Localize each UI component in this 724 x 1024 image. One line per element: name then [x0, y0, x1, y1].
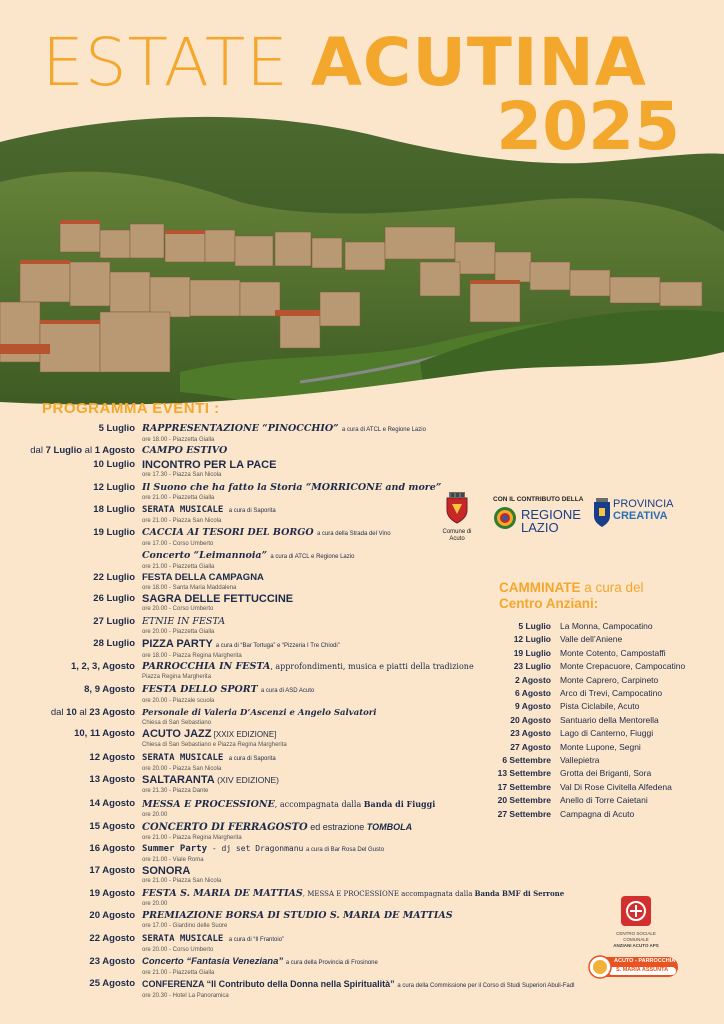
event-title: SAGRA DELLE FETTUCCINE	[142, 593, 294, 605]
walk-item	[497, 621, 717, 634]
walk-item	[497, 768, 717, 781]
event-title: INCONTRO PER LA PACE	[142, 459, 277, 471]
walk-date: 13 Settembre	[497, 768, 551, 779]
event-details: ore 20.00 - Corso Umberto	[142, 947, 214, 953]
event-title: Concerto “Fantasia Veneziana”	[142, 956, 284, 967]
event-details: ore 20.00 - Piazzetta Gialla	[142, 629, 215, 635]
regione-line2: LAZIO	[521, 520, 559, 535]
walk-item	[497, 715, 717, 728]
event-title: ETNIE IN FESTA	[142, 616, 226, 627]
event-title: MESSA E PROCESSIONE	[142, 799, 275, 810]
event-extra: TOMBOLA	[366, 822, 413, 832]
event-description: - dj set Dragonmanu	[207, 844, 304, 853]
walk-place: Pista Ciclabile, Acuto	[560, 701, 640, 712]
event-band: Banda BMF di Serrone	[474, 889, 565, 898]
walk-item	[497, 728, 717, 741]
event-date: 1, 2, 3, Agosto	[70, 661, 135, 672]
event-date: 14 Agosto	[89, 798, 135, 809]
poster-year: 2025	[496, 88, 680, 165]
walk-item	[497, 675, 717, 688]
event-title: PIZZA PARTY	[142, 638, 213, 650]
event-title: SERATA MUSICALE	[142, 934, 224, 944]
regione-line1: REGIONE	[521, 507, 581, 522]
provincia-line1: PROVINCIA	[613, 498, 674, 510]
walk-item	[497, 755, 717, 768]
walk-place: Monte Crepacuore, Campocatino	[560, 661, 686, 672]
event-date: 10 Luglio	[93, 459, 135, 470]
walk-date: 20 Agosto	[510, 714, 551, 725]
event-date: 25 Agosto	[89, 978, 135, 989]
event-title: RAPPRESENTAZIONE “PINOCCHIO”	[142, 423, 339, 434]
event-details: ore 20.00	[142, 812, 168, 818]
event-details: ore 20.00 - Piazza San Nicola	[142, 766, 222, 772]
centro-sociale-logo	[608, 896, 664, 949]
event-details: ore 18.00 - Santa Maria Maddalena	[142, 585, 237, 591]
parrocchia-line1: ACUTO - PARROCCHIA	[614, 958, 676, 964]
walk-place: Val Di Rose Civitella Alfedena	[560, 781, 672, 792]
event-title: ACUTO JAZZ	[142, 728, 212, 740]
village-aerial-photo	[0, 112, 724, 432]
camminate-title-line2: Centro Anziani:	[499, 596, 599, 611]
event-title: FESTA S. MARIA DE MATTIAS	[142, 888, 303, 899]
walk-date: 12 Luglio	[513, 634, 551, 645]
walk-item	[497, 742, 717, 755]
event-title: CAMPO ESTIVO	[142, 445, 228, 456]
regione-lazio-emblem-icon	[493, 506, 517, 530]
event-date: 19 Luglio	[93, 527, 135, 538]
event-details: ore 21.00 - Piazzetta Gialla	[142, 564, 215, 570]
walk-date: 17 Settembre	[497, 781, 551, 792]
event-description: ed estrazione	[307, 822, 367, 832]
event-date: dal 7 Luglio al 1 Agosto	[30, 445, 135, 456]
event-title: SONORA	[142, 865, 191, 877]
event-description: , accompagnata dalla	[274, 800, 364, 809]
walk-place: Vallepietra	[560, 755, 600, 765]
event-title: Concerto “Leimannoia”	[142, 550, 268, 561]
event-date: 5 Luglio	[98, 423, 135, 434]
poster-title	[42, 24, 647, 101]
walk-place: Monte Caprero, Carpineto	[560, 674, 659, 685]
event-details: ore 21.30 - Piazza Dante	[142, 788, 209, 794]
event-date: 12 Agosto	[89, 752, 135, 763]
event-date: 18 Luglio	[93, 504, 135, 515]
walk-date: 20 Settembre	[497, 795, 551, 806]
walk-date: 6 Agosto	[514, 688, 551, 698]
event-title: CONCERTO DI FERRAGOSTO	[142, 822, 308, 833]
walk-place: La Monna, Campocatino	[560, 621, 653, 631]
event-details: ore 21.00 - Piazzetta Gialla	[142, 495, 215, 501]
walk-date: 23 Luglio	[513, 661, 551, 672]
walk-date: 5 Luglio	[518, 621, 551, 631]
event-details: ore 18.00 - Piazza Regina Margherita	[142, 653, 242, 659]
event-organizer: a cura della Strada del Vino	[316, 531, 391, 537]
event-details: ore 17.00 - Giardino delle Suore	[142, 923, 228, 929]
event-description: [XXIX EDIZIONE]	[211, 730, 277, 739]
programma-title: PROGRAMMA EVENTI :	[42, 400, 220, 417]
event-organizer: a cura di ASD Acuto	[260, 688, 315, 694]
walk-date: 27 Agosto	[510, 741, 551, 752]
event-description: , MESSA E PROCESSIONE accompagnata dalla	[302, 890, 475, 898]
provincia-line2: CREATIVA	[613, 510, 668, 522]
walk-date: 27 Settembre	[497, 808, 551, 819]
regione-lazio-logo	[493, 506, 581, 535]
event-date: 12 Luglio	[93, 482, 135, 493]
event-title: Personale di Valeria D’Ascenzi e Angelo Salvatori	[142, 708, 377, 718]
event-date: 13 Agosto	[89, 774, 135, 785]
event-date: 10, 11 Agosto	[74, 728, 135, 739]
event-details: Chiesa di San Sebastiano e Piazza Regina Margherita	[142, 742, 287, 748]
event-details: ore 20.00	[142, 901, 168, 907]
walk-place: Monte Cotento, Campostaffi	[560, 647, 666, 658]
event-date: 27 Luglio	[93, 616, 135, 627]
walk-date: 2 Agosto	[514, 674, 551, 685]
walk-item	[497, 688, 717, 701]
centro-anziani-emblem-icon	[621, 896, 651, 926]
event-title: SALTARANTA	[142, 774, 215, 786]
event-date: dal 10 al 23 Agosto	[50, 707, 135, 718]
event-title: FESTA DELLO SPORT	[142, 684, 258, 695]
walk-item	[497, 648, 717, 661]
event-description: , approfondimenti, musica e piatti della tradizione	[270, 662, 474, 671]
event-date: 16 Agosto	[89, 843, 135, 854]
event-title: PREMIAZIONE BORSA DI STUDIO S. MARIA DE MATTIAS	[142, 910, 453, 921]
event-title: CONFERENZA “Il Contributo della Donna nella Spiritualità”	[142, 979, 395, 989]
event-details: ore 21.00 - Piazza San Nicola	[142, 518, 222, 524]
event-date: 19 Agosto	[89, 888, 135, 899]
event-details: ore 20.00 - Corso Umberto	[142, 606, 214, 612]
event-date: 23 Agosto	[89, 956, 135, 967]
parrocchia-line2: S. MARIA ASSUNTA	[616, 967, 669, 973]
provincia-emblem-icon	[593, 498, 611, 528]
title-word-estate: ESTATE	[42, 24, 289, 101]
comune-label: Comune di Acuto	[442, 529, 472, 542]
walk-item	[497, 701, 717, 714]
event-organizer: a cura della Commissione per il Corso di Studi Superiori Abuli-Fadl	[397, 983, 575, 989]
centro-sub: ANZIANI ACUTO APS	[613, 943, 659, 948]
event-title: FESTA DELLA CAMPAGNA	[142, 572, 264, 583]
walk-item	[497, 809, 717, 822]
event-date: 17 Agosto	[89, 865, 135, 876]
centro-label: CENTRO SOCIALE COMUNALE	[616, 931, 656, 942]
event-organizer: a cura di Bar Rosa Del Gusto	[306, 847, 385, 853]
walk-item	[497, 782, 717, 795]
event-organizer: a cura di Saporita	[228, 756, 276, 762]
walk-date: 9 Agosto	[514, 701, 551, 712]
event-details: ore 21.00 - Viale Roma	[142, 857, 204, 863]
event-organizer: a cura di “Il Frantoio”	[228, 937, 285, 943]
event-details: ore 21.00 - Piazza Regina Margherita	[142, 835, 242, 841]
event-details: ore 21.00 - Piazzetta Gialla	[142, 970, 215, 976]
walk-place: Lago di Canterno, Fiuggi	[560, 728, 654, 739]
comune-acuto-logo	[437, 492, 477, 543]
event-title: SERATA MUSICALE	[142, 753, 224, 763]
walk-place: Valle dell’Aniene	[560, 634, 623, 645]
event-details: ore 20.00 - Piazzale scuola	[142, 698, 215, 704]
provincia-creativa-logo	[593, 498, 674, 533]
event-title: Summer Party	[142, 844, 208, 854]
event-details: ore 20.30 - Hotel La Panoramica	[142, 993, 229, 999]
event-date: 26 Luglio	[93, 593, 135, 604]
walk-place: Monte Lupone, Segni	[560, 741, 641, 752]
event-description: (XIV EDIZIONE)	[214, 775, 279, 785]
camminate-title-rest: a cura del	[580, 580, 644, 595]
event-title: PARROCCHIA IN FESTA	[142, 661, 271, 672]
event-details: ore 17.00 - Corso Umberto	[142, 541, 214, 547]
event-title: SERATA MUSICALE	[142, 505, 224, 515]
event-title: CACCIA AI TESORI DEL BORGO	[142, 527, 314, 538]
event-details: Chiesa di San Sebastiano	[142, 720, 212, 726]
event-date: 15 Agosto	[89, 821, 135, 832]
walk-item	[497, 634, 717, 647]
contributo-label: CON IL CONTRIBUTO DELLA	[493, 496, 584, 503]
event-organizer: a cura di Saporita	[228, 508, 276, 514]
event-details: ore 18.00 - Piazzetta Gialla	[142, 437, 215, 443]
walk-date: 6 Settembre	[502, 755, 551, 765]
parrocchia-logo	[588, 954, 680, 980]
event-date: 28 Luglio	[93, 638, 135, 649]
sponsor-logos	[437, 492, 697, 542]
event-title: Il Suono che ha fatto la Storia “MORRICONE and more”	[142, 482, 442, 493]
walk-place: Grotta dei Briganti, Sora	[560, 768, 652, 779]
event-organizer: a cura della Provincia di Frosinone	[285, 960, 378, 966]
event-date: 22 Luglio	[93, 572, 135, 583]
event-details: ore 21.00 - Piazza San Nicola	[142, 878, 222, 884]
camminate-title-bold: CAMMINATE	[499, 580, 581, 595]
coat-of-arms-icon	[443, 492, 471, 524]
event-details: ore 17.30 - Piazza San Nicola	[142, 472, 222, 478]
camminate-title	[499, 580, 709, 612]
event-organizer: a cura di “Bar Tortuga” e “Pizzeria I Tre Chiodi”	[215, 643, 340, 649]
walk-place: Anello di Torre Caietani	[560, 795, 648, 806]
event-date: 8, 9 Agosto	[84, 684, 135, 695]
event-details: Piazza Regina Margherita	[142, 674, 212, 680]
walk-date: 19 Luglio	[513, 647, 551, 658]
event-band: Banda di Fiuggi	[363, 799, 436, 809]
event-organizer: a cura di ATCL e Regione Lazio	[341, 427, 426, 433]
walk-place: Campagna di Acuto	[560, 808, 635, 819]
walk-item	[497, 661, 717, 674]
walk-place: Santuario della Mentorella	[560, 714, 659, 725]
title-word-acutina: ACUTINA	[310, 24, 647, 101]
walk-place: Arco di Trevi, Campocatino	[560, 688, 663, 698]
event-organizer: a cura di ATCL e Regione Lazio	[270, 554, 355, 560]
walk-item	[497, 795, 717, 808]
event-date: 22 Agosto	[89, 933, 135, 944]
event-date: 20 Agosto	[89, 910, 135, 921]
walk-date: 23 Agosto	[510, 728, 551, 739]
